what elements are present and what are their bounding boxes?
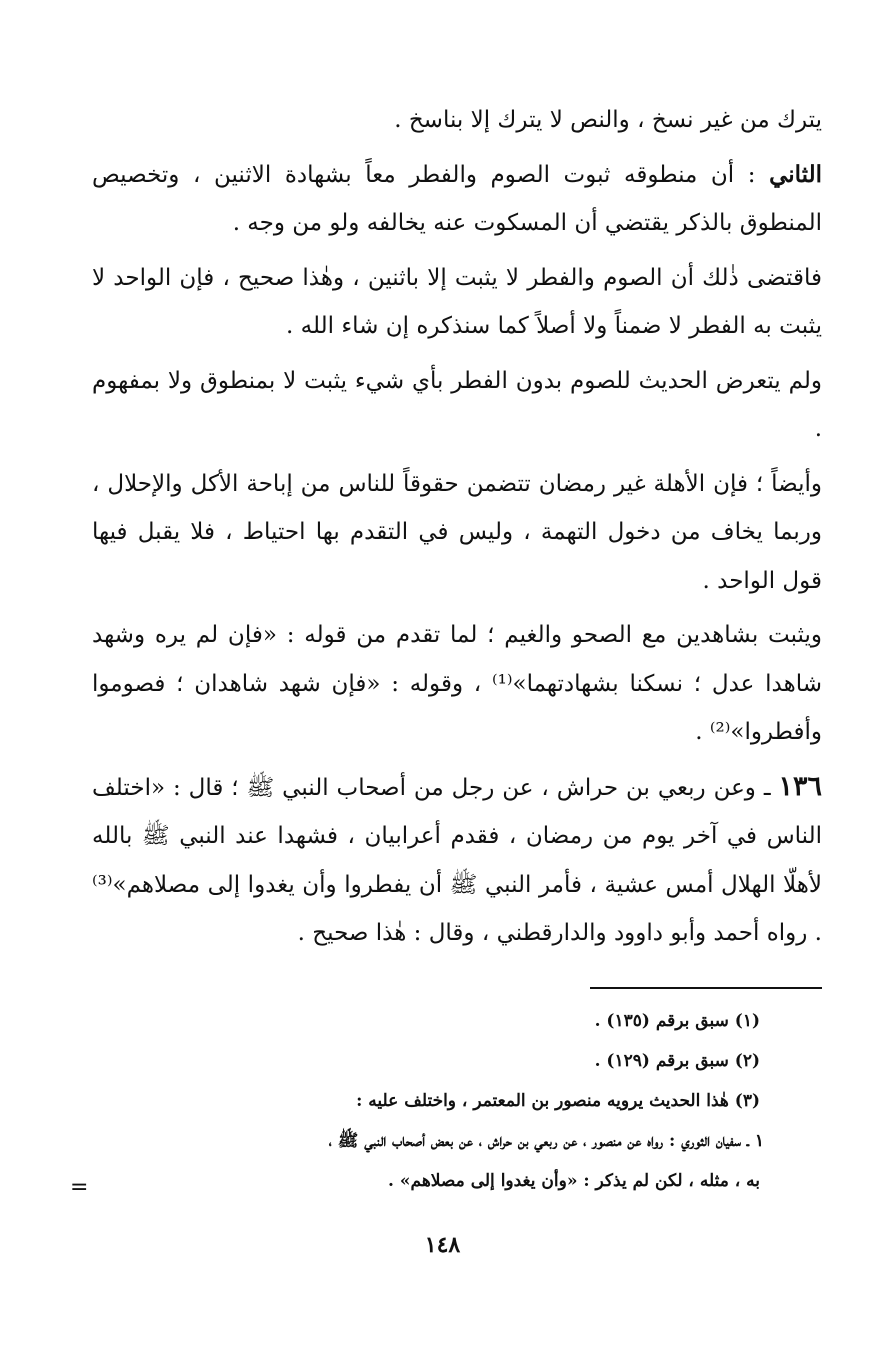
- hadith-text: ـ وعن ربعي بن حراش ، عن رجل من أصحاب النبي ﷺ ؛ قال : «اختلف الناس في آخر يوم من رمضان ، فقدم أعرابيان ، فشهدا عند النبي ﷺ بالله لأهلّا الهلال أمس عشية ، فأمر النبي ﷺ أن يفطروا وأن يغدوا إلى مصلاهم»⁽³⁾ . رواه أحمد وأبو داوود والدارقطني ، وقال : هٰذا صحيح .: [92, 774, 822, 946]
- footnote-separator: [590, 987, 822, 989]
- hadith-number: ١٣٦: [778, 770, 822, 802]
- paragraph-2: [92, 151, 822, 248]
- paragraph-6: ويثبت بشاهدين مع الصحو والغيم ؛ لما تقدم من قوله : «فإن لم يره وشهد شاهدا عدل ؛ نسكنا بشهادتهما»⁽¹⁾ ، وقوله : «فإن شهد شاهدان ؛ فصوموا وأفطروا»⁽²⁾ .: [92, 622, 823, 745]
- hadith-paragraph: [92, 763, 822, 958]
- continuation-mark: =: [70, 1175, 89, 1200]
- paragraph-2-text: : أن منطوقه ثبوت الصوم والفطر معاً بشهادة الاثنين ، وتخصيص المنطوق بالذكر يقتضي أن المسكوت عنه يخالفه ولو من وجه .: [92, 161, 822, 236]
- footnote-3-item-1-continued: به ، مثله ، لكن لم يذكر : «وأن يغدوا إلى مصلاهم» .: [388, 1171, 760, 1191]
- footnote-3: (٣) هٰذا الحديث يرويه منصور بن المعتمر ، واختلف عليه :: [356, 1091, 760, 1111]
- footnote-2: (٢) سبق برقم (١٢٩) .: [594, 1051, 760, 1071]
- page-number: ١٤٨: [424, 1232, 461, 1258]
- paragraph-1: يترك من غير نسخ ، والنص لا يترك إلا بناسخ .: [394, 107, 822, 133]
- footnotes: [92, 1001, 822, 1201]
- paragraph-3: فاقتضى ذٰلك أن الصوم والفطر لا يثبت إلا باثنين ، وهٰذا صحيح ، فإن الواحد لا يثبت به الفطر لا ضمناً ولا أصلاً كما سنذكره إن شاء الله .: [92, 264, 822, 339]
- paragraph-2-lead: الثاني: [769, 160, 822, 188]
- footnote-3-item-1: ١ ـ سفيان الثوري : رواه عن منصور ، عن ربعي بن حراش ، عن بعض أصحاب النبي ﷺ ،: [328, 1131, 764, 1151]
- paragraph-5: وأيضاً ؛ فإن الأهلة غير رمضان تتضمن حقوقاً للناس من إباحة الأكل والإحلال ، وربما يخاف من دخول التهمة ، وليس في التقدم بها احتياط ، فلا يقبل فيها قول الواحد .: [92, 470, 822, 594]
- footnote-1: (١) سبق برقم (١٣٥) .: [594, 1011, 760, 1031]
- paragraph-4: ولم يتعرض الحديث للصوم بدون الفطر بأي شيء يثبت لا بمنطوق ولا بمفهوم .: [92, 367, 822, 442]
- main-text: [92, 96, 822, 964]
